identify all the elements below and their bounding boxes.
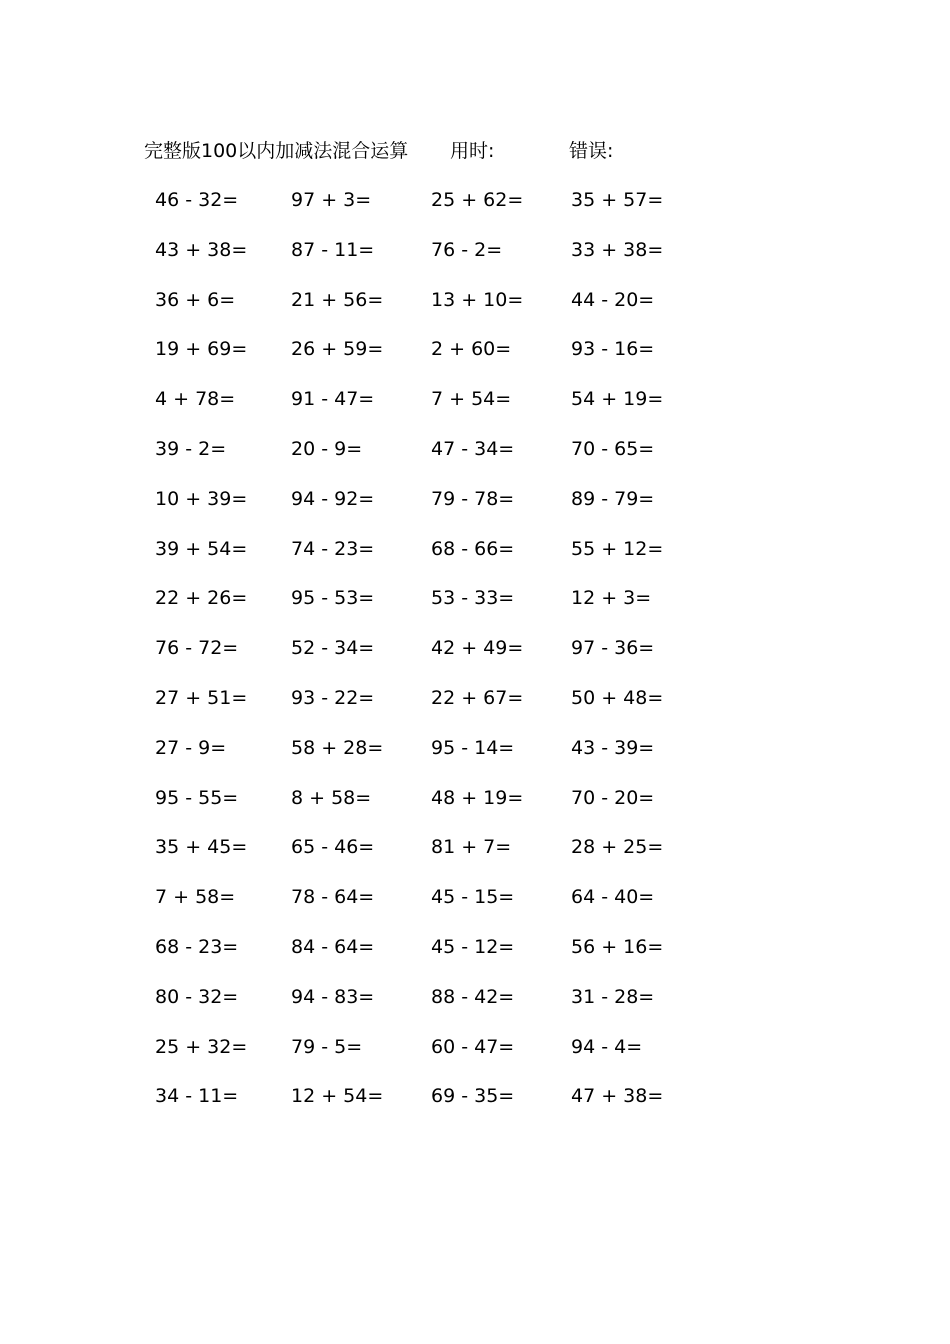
arithmetic-problem: 80 - 32= [155, 985, 239, 1008]
arithmetic-problem: 78 - 64= [291, 886, 375, 909]
worksheet-header [144, 136, 664, 166]
problem-row [0, 683, 950, 733]
arithmetic-problem: 60 - 47= [431, 1035, 515, 1058]
arithmetic-problem: 35 + 45= [155, 836, 248, 859]
problem-row [0, 882, 950, 932]
problem-row [0, 484, 950, 534]
arithmetic-problem: 84 - 64= [291, 935, 375, 958]
arithmetic-problem: 26 + 59= [291, 338, 384, 361]
arithmetic-problem: 25 + 32= [155, 1035, 248, 1058]
arithmetic-problem: 8 + 58= [291, 786, 372, 809]
arithmetic-problem: 95 - 55= [155, 786, 239, 809]
problem-row [0, 982, 950, 1032]
arithmetic-problem: 89 - 79= [571, 487, 655, 510]
time-label: 用时: [450, 140, 495, 162]
arithmetic-problem: 35 + 57= [571, 189, 664, 211]
arithmetic-problem: 56 + 16= [571, 935, 664, 958]
arithmetic-problem: 64 - 40= [571, 886, 655, 909]
arithmetic-problem: 12 + 3= [571, 587, 652, 610]
arithmetic-problem: 79 - 78= [431, 487, 515, 510]
arithmetic-problem: 7 + 54= [431, 388, 512, 411]
arithmetic-problem: 55 + 12= [571, 537, 664, 560]
arithmetic-problem: 95 - 14= [431, 736, 515, 759]
arithmetic-problem: 42 + 49= [431, 637, 524, 660]
arithmetic-problem: 45 - 15= [431, 886, 515, 909]
arithmetic-problem: 70 - 20= [571, 786, 655, 809]
arithmetic-problem: 22 + 67= [431, 686, 524, 709]
arithmetic-problem: 93 - 22= [291, 686, 375, 709]
problem-row [0, 384, 950, 434]
arithmetic-problem: 28 + 25= [571, 836, 664, 859]
arithmetic-problem: 95 - 53= [291, 587, 375, 610]
arithmetic-problem: 46 - 32= [155, 189, 239, 211]
arithmetic-problem: 39 + 54= [155, 537, 248, 560]
arithmetic-problem: 97 - 36= [571, 637, 655, 660]
arithmetic-problem: 27 + 51= [155, 686, 248, 709]
arithmetic-problem: 94 - 83= [291, 985, 375, 1008]
arithmetic-problem: 33 + 38= [571, 238, 664, 261]
arithmetic-problem: 27 - 9= [155, 736, 227, 759]
arithmetic-problem: 36 + 6= [155, 288, 236, 311]
problem-row [0, 633, 950, 683]
arithmetic-problem: 54 + 19= [571, 388, 664, 411]
arithmetic-problem: 31 - 28= [571, 985, 655, 1008]
arithmetic-problem: 34 - 11= [155, 1085, 239, 1108]
arithmetic-problem: 94 - 92= [291, 487, 375, 510]
arithmetic-problem: 4 + 78= [155, 388, 236, 411]
problem-row [0, 932, 950, 982]
arithmetic-problem: 48 + 19= [431, 786, 524, 809]
arithmetic-problem: 10 + 39= [155, 487, 248, 510]
error-label: 错误: [569, 140, 614, 162]
arithmetic-problem: 13 + 10= [431, 288, 524, 311]
arithmetic-problem: 65 - 46= [291, 836, 375, 859]
arithmetic-problem: 87 - 11= [291, 238, 375, 261]
arithmetic-problem: 94 - 4= [571, 1035, 643, 1058]
arithmetic-problem: 43 - 39= [571, 736, 655, 759]
arithmetic-problem: 81 + 7= [431, 836, 512, 859]
arithmetic-problem: 25 + 62= [431, 189, 524, 211]
arithmetic-problem: 50 + 48= [571, 686, 664, 709]
problem-row [0, 583, 950, 633]
problem-row [0, 1032, 950, 1082]
problem-row [0, 185, 950, 235]
arithmetic-problem: 52 - 34= [291, 637, 375, 660]
arithmetic-problem: 39 - 2= [155, 437, 227, 460]
arithmetic-problem: 93 - 16= [571, 338, 655, 361]
arithmetic-problem: 74 - 23= [291, 537, 375, 560]
arithmetic-problem: 45 - 12= [431, 935, 515, 958]
problem-row [0, 1081, 950, 1131]
arithmetic-problem: 47 - 34= [431, 437, 515, 460]
problem-row [0, 534, 950, 584]
arithmetic-problem: 58 + 28= [291, 736, 384, 759]
arithmetic-problem: 12 + 54= [291, 1085, 384, 1108]
arithmetic-problem: 2 + 60= [431, 338, 512, 361]
arithmetic-problem: 97 + 3= [291, 189, 372, 211]
arithmetic-problem: 47 + 38= [571, 1085, 664, 1108]
arithmetic-problem: 69 - 35= [431, 1085, 515, 1108]
problem-row [0, 832, 950, 882]
arithmetic-problem: 19 + 69= [155, 338, 248, 361]
arithmetic-problem: 88 - 42= [431, 985, 515, 1008]
problem-row [0, 235, 950, 285]
arithmetic-problem: 7 + 58= [155, 886, 236, 909]
arithmetic-problem: 21 + 56= [291, 288, 384, 311]
arithmetic-problem: 44 - 20= [571, 288, 655, 311]
problem-row [0, 733, 950, 783]
arithmetic-problem: 22 + 26= [155, 587, 248, 610]
problem-row [0, 434, 950, 484]
arithmetic-problem: 79 - 5= [291, 1035, 363, 1058]
problem-row [0, 783, 950, 833]
problem-row [0, 285, 950, 335]
arithmetic-problem: 76 - 2= [431, 238, 503, 261]
arithmetic-problem: 68 - 23= [155, 935, 239, 958]
problem-row [0, 334, 950, 384]
arithmetic-problem: 70 - 65= [571, 437, 655, 460]
arithmetic-problem: 76 - 72= [155, 637, 239, 660]
problem-grid [0, 185, 950, 1131]
arithmetic-problem: 20 - 9= [291, 437, 363, 460]
arithmetic-problem: 43 + 38= [155, 238, 248, 261]
arithmetic-problem: 53 - 33= [431, 587, 515, 610]
worksheet-title: 完整版100以内加减法混合运算 [144, 140, 409, 162]
arithmetic-problem: 68 - 66= [431, 537, 515, 560]
arithmetic-problem: 91 - 47= [291, 388, 375, 411]
